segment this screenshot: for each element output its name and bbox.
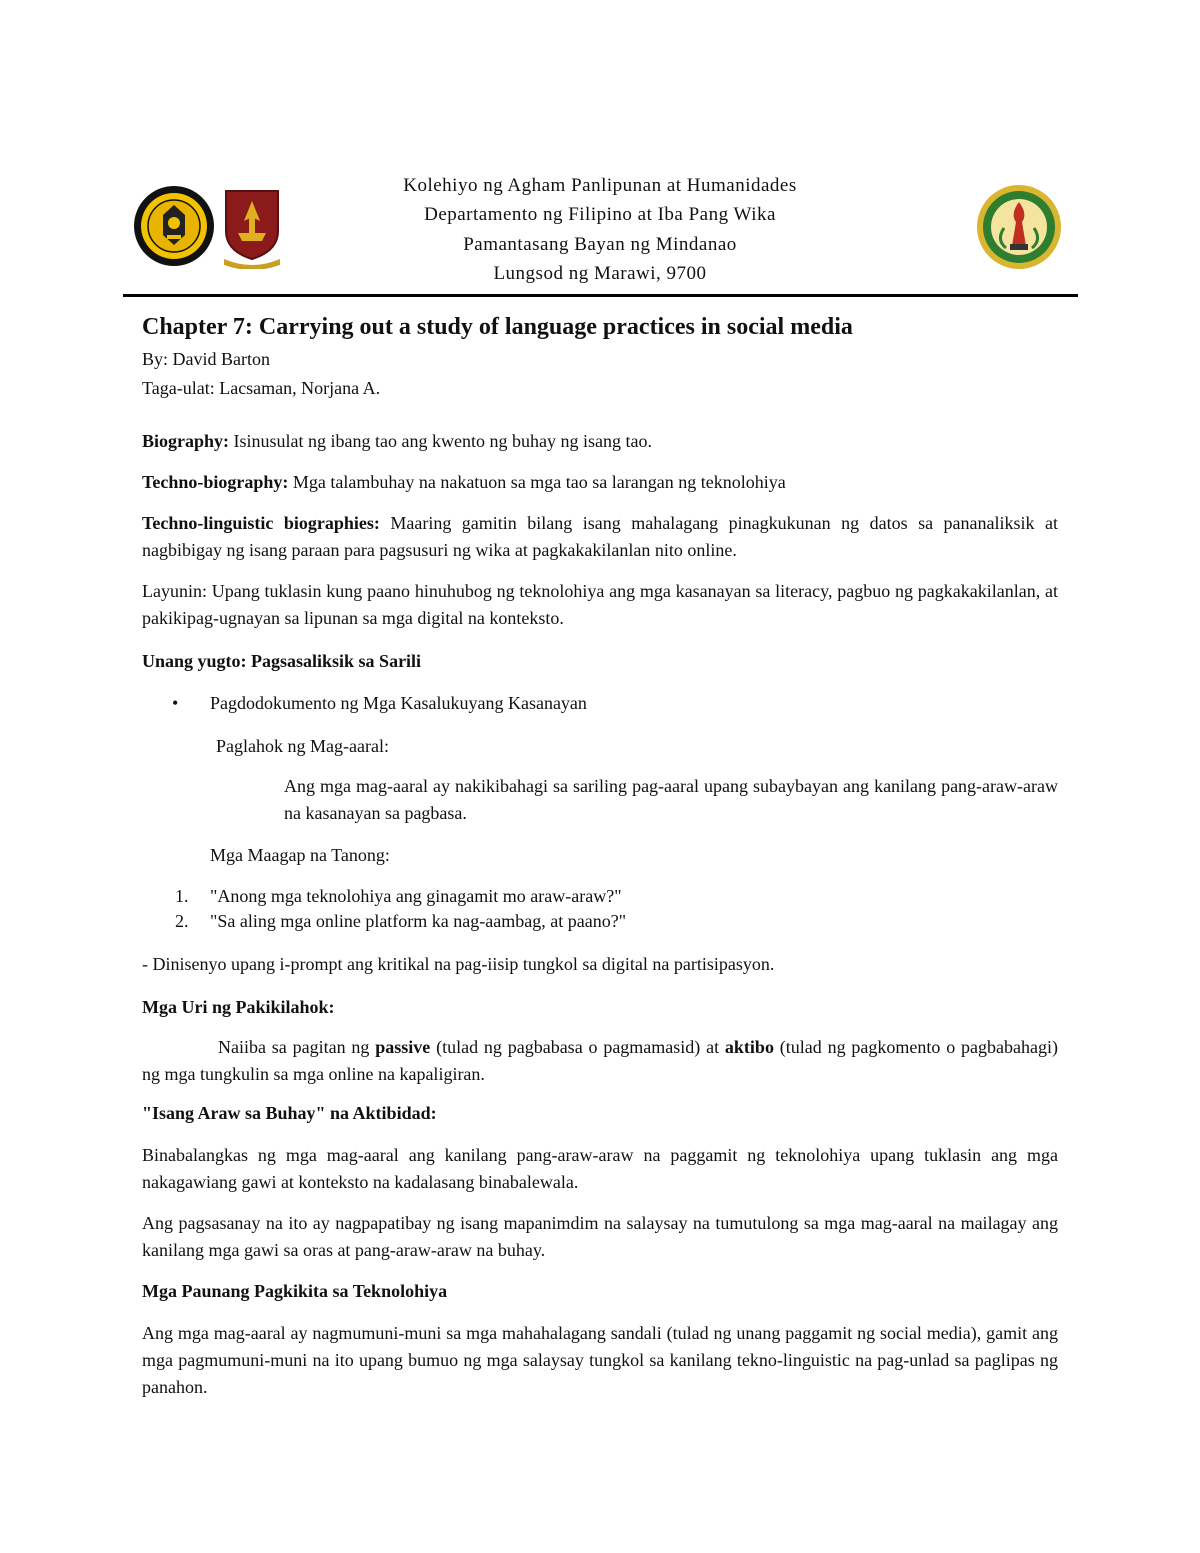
definition-techno-biography xyxy=(142,469,786,496)
definition-biography xyxy=(142,428,652,455)
text-segment: (tulad ng pagbabasa o pagmamasid) at xyxy=(430,1037,725,1057)
sub-paragraph-paglahok: Ang mga mag-aaral ay nakikibahagi sa sariling pag-aaral upang subaybayan ang kanilang pang-araw-araw na kasanayan sa pagbasa. xyxy=(284,776,1058,823)
definition-text: Mga talambuhay na nakatuon sa mga tao sa larangan ng teknolohiya xyxy=(288,472,786,492)
header-department: Departamento ng Filipino at Iba Pang Wika xyxy=(424,204,776,225)
bold-aktibo: aktibo xyxy=(724,1037,774,1057)
question-number: 2. xyxy=(175,911,189,931)
header-college: Kolehiyo ng Agham Panlipunan at Humanidades xyxy=(403,175,797,196)
header-divider xyxy=(123,294,1078,297)
definition-term: Techno-biography: xyxy=(142,472,289,492)
isang-araw-paragraph-2: Ang pagsasanay na ito ay nagpapatibay ng isang mapanimdim na salaysay na tumutulong sa mga mag-aaral na mailagay ang kanilang mga gawi sa oras at pang-araw-araw na buhay. xyxy=(142,1213,1058,1260)
question-item: "Sa aling mga online platform ka nag-aambag, at paano?" xyxy=(210,911,627,931)
layunin-paragraph: Layunin: Upang tuklasin kung paano hinuhubog ng teknolohiya ang mga kasanayan sa literacy, pagbuo ng pagkakakilanlan, at pakikipag-ugnayan sa lipunan sa mga digital na konteksto. xyxy=(142,581,1058,628)
bold-passive: passive xyxy=(375,1037,431,1057)
bullet-item: Pagdodokumento ng Mga Kasalukuyang Kasanayan xyxy=(210,693,587,713)
author-line: By: David Barton xyxy=(142,349,270,369)
question-item: "Anong mga teknolohiya ang ginagamit mo araw-araw?" xyxy=(210,886,622,906)
question-number: 1. xyxy=(175,886,189,906)
pakikilahok-paragraph xyxy=(142,1034,1058,1088)
text-segment: Naiiba sa pagitan ng xyxy=(218,1037,376,1057)
department-seal-icon xyxy=(976,184,1062,270)
definition-text: Maaring gamitin bilang isang mahalagang pinagkukunan ng datos sa pananaliksik at nagbibigay ng isang paraan para pagsusuri ng wika at pagkakakilanlan nito online. xyxy=(142,513,1058,560)
bullet-marker: • xyxy=(172,693,179,713)
section-heading-isang-araw: "Isang Araw sa Buhay" na Aktibidad: xyxy=(142,1103,437,1123)
definition-techno-linguistic xyxy=(142,510,1058,564)
definition-text: Isinusulat ng ibang tao ang kwento ng buhay ng isang tao. xyxy=(229,431,652,451)
sub-heading-paglahok: Paglahok ng Mag-aaral: xyxy=(216,736,389,756)
section-heading-uri-ng-pakikilahok: Mga Uri ng Pakikilahok: xyxy=(142,997,335,1017)
header-address: Lungsod ng Marawi, 9700 xyxy=(493,263,707,284)
section-heading-unang-yugto: Unang yugto: Pagsasaliksik sa Sarili xyxy=(142,651,422,671)
section-heading-paunang-pagkikita: Mga Paunang Pagkikita sa Teknolohiya xyxy=(142,1281,448,1301)
text-segment: (tulad ng pagkomento o pagbabahagi) ng mga tungkulin sa mga online na kapaligiran. xyxy=(142,1037,1058,1084)
note-line: - Dinisenyo upang i-prompt ang kritikal na pag-iisip tungkol sa digital na partisipasyon. xyxy=(142,954,775,974)
definition-term: Techno-linguistic biographies: xyxy=(142,513,380,533)
isang-araw-paragraph-1: Binabalangkas ng mga mag-aaral ang kanilang pang-araw-araw na paggamit ng teknolohiya upang tuklasin ang mga nakagawiang gawi at konteksto na kadalasang binabalewala. xyxy=(142,1145,1058,1192)
college-crest-icon xyxy=(222,187,282,269)
header-university: Pamantasang Bayan ng Mindanao xyxy=(463,234,737,255)
reporter-line: Taga-ulat: Lacsaman, Norjana A. xyxy=(142,378,381,398)
paunang-pagkikita-paragraph: Ang mga mag-aaral ay nagmumuni-muni sa mga mahahalagang sandali (tulad ng unang paggamit ng social media), gamit ang mga pagmumuni-muni na ito upang bumuo ng mga salaysay tungkol sa kanilang tekno-linguistic na pag-unlad sa paglipas ng panahon. xyxy=(142,1323,1058,1397)
page-title: Chapter 7: Carrying out a study of language practices in social media xyxy=(142,314,853,340)
definition-term: Biography: xyxy=(142,431,230,451)
questions-heading: Mga Maagap na Tanong: xyxy=(210,845,390,865)
